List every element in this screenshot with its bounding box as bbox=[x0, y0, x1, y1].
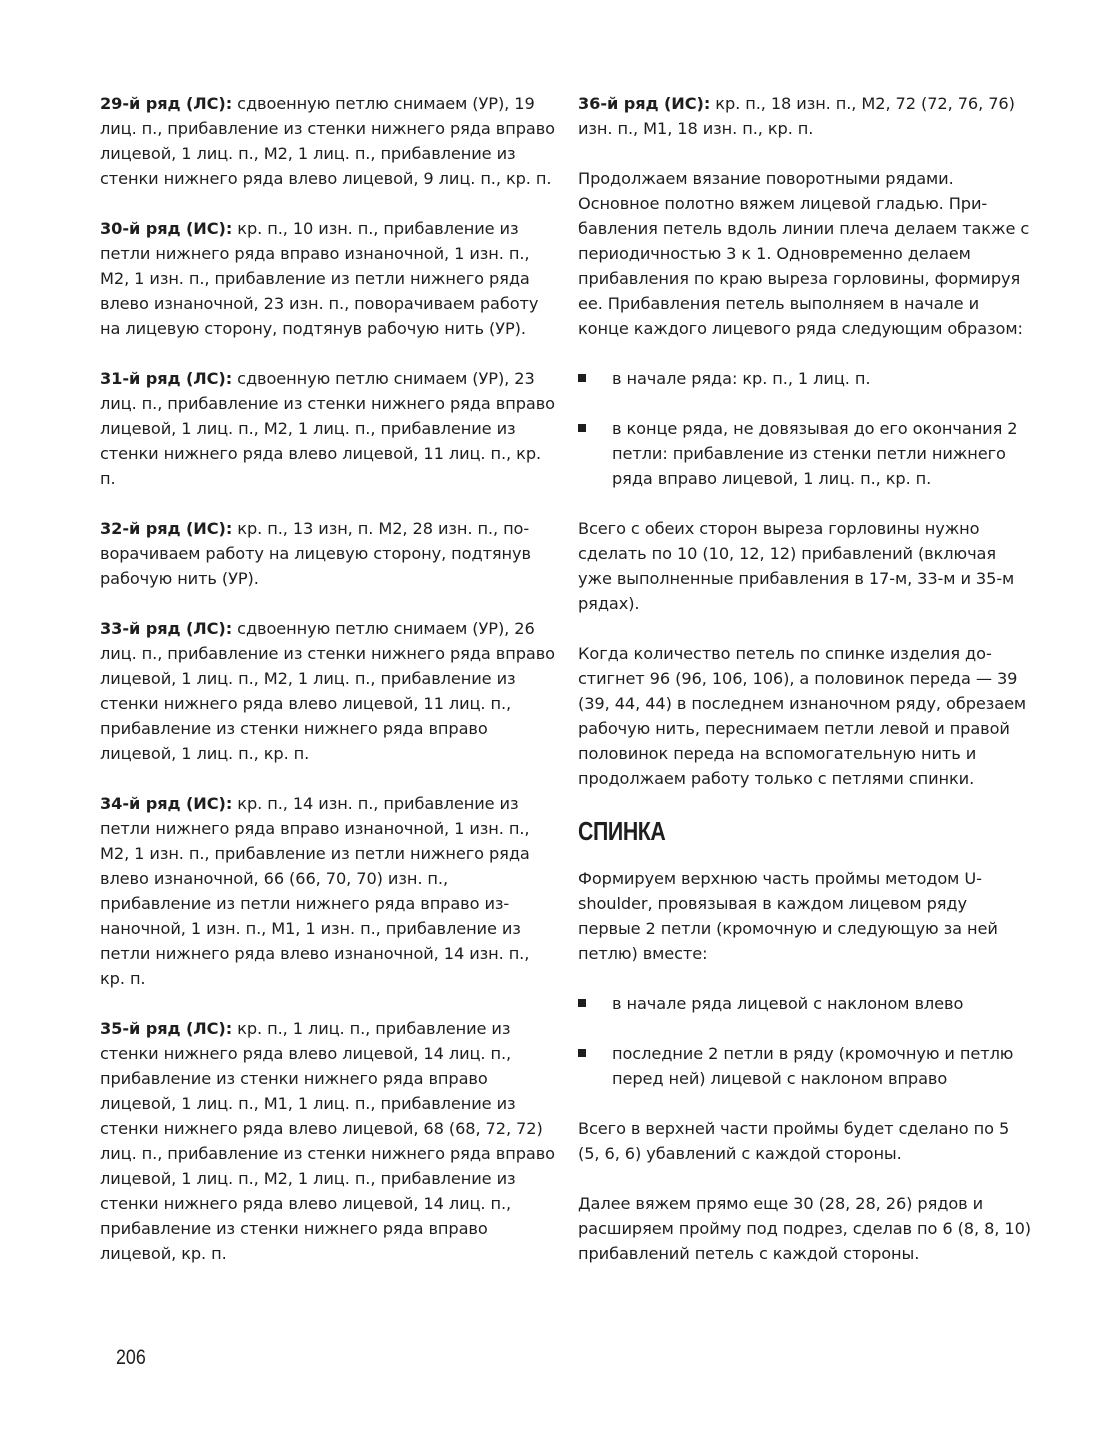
list-item-text: последние 2 петли в ряду (кромочную и петлю перед ней) лицевой с наклоном вправо bbox=[612, 1044, 1014, 1088]
row-29-label: 29-й ряд (ЛС): bbox=[100, 94, 233, 113]
intro-paragraph: Продолжаем вязание поворотными рядами. Основное полотно вяжем лицевой гладью. Прибавления петель вдоль линии плеча делаем также с периодичностью 3 к 1. Одновременно делаем прибавления по краю выреза горловины, формируя ее. Прибавления петель выполняем в начале и конце каждого лицевого ряда следующим образом: bbox=[578, 169, 1030, 338]
back-intro-paragraph: Формируем верхнюю часть проймы методом U-shoulder, провязывая в каждом лицевом ряду первые 2 петли (кромочную и следующую за ней петлю) вместе: bbox=[578, 869, 998, 963]
neck-increase-list bbox=[578, 366, 1033, 491]
row-33-text: сдвоенную петлю снимаем (УР), 26 лиц. п., прибавление из стенки нижнего ряда вправо лицевой, 1 лиц. п., М2, 1 лиц. п., прибавление из стенки нижнего ряда влево лицевой, 11 лиц. п., прибавление из стенки нижнего ряда вправо лицевой, 1 лиц. п., кр. п. bbox=[100, 619, 555, 763]
list-item-text: в начале ряда лицевой с наклоном влево bbox=[612, 994, 964, 1013]
row-29-paragraph bbox=[100, 91, 558, 191]
row-35-text: кр. п., 1 лиц. п., прибавление из стенки нижнего ряда влево лицевой, 14 лиц. п., прибавление из стенки нижнего ряда вправо лицевой, 1 лиц. п., М1, 1 лиц. п., прибавление из стенки нижнего ряда влево лицевой, 68 (68, 72, 72) лиц. п., прибавление из стенки нижнего ряда вправо лицевой, 1 лиц. п., М2, 1 лиц. п., прибавление из стенки нижнего ряда влево лицевой, 14 лиц. п., прибавление из стенки нижнего ряда вправо лицевой, кр. п. bbox=[100, 1019, 555, 1263]
row-35-label: 35-й ряд (ЛС): bbox=[100, 1019, 233, 1038]
square-bullet-icon bbox=[578, 424, 586, 432]
row-32-text: кр. п., 13 изн, п. М2, 28 изн. п., поворачиваем работу на лицевую сторону, подтянув рабочую нить (УР). bbox=[100, 519, 531, 588]
row-31-text: сдвоенную петлю снимаем (УР), 23 лиц. п., прибавление из стенки нижнего ряда вправо лицевой, 1 лиц. п., М2, 1 лиц. п., прибавление из стенки нижнего ряда влево лицевой, 11 лиц. п., кр. п. bbox=[100, 369, 555, 488]
page-number: 206 bbox=[116, 1346, 146, 1369]
right-column bbox=[578, 91, 1033, 1291]
square-bullet-icon bbox=[578, 999, 586, 1007]
row-34-text: кр. п., 14 изн. п., прибавление из петли нижнего ряда вправо изнаночной, 1 изн. п., М2, 1 изн. п., прибавление из петли нижнего ряда влево изнаночной, 66 (66, 70, 70) изн. п., прибавление из петли нижнего ряда вправо изнаночной, 1 изн. п., М1, 1 изн. п., прибавление из петли нижнего ряда влево изнаночной, 14 изн. п., кр. п. bbox=[100, 794, 530, 988]
row-30-label: 30-й ряд (ИС): bbox=[100, 219, 233, 238]
square-bullet-icon bbox=[578, 374, 586, 382]
armhole-total-paragraph: Всего в верхней части проймы будет сделано по 5 (5, 6, 6) убавлений с каждой стороны. bbox=[578, 1119, 1010, 1163]
row-31-paragraph bbox=[100, 366, 558, 491]
further-paragraph: Далее вяжем прямо еще 30 (28, 28, 26) рядов и расширяем пройму под подрез, сделав по 6 (8, 8, 10) прибавлений петель с каждой стороны. bbox=[578, 1194, 1032, 1263]
square-bullet-icon bbox=[578, 1049, 586, 1057]
row-36-paragraph bbox=[578, 91, 1033, 141]
stitch-count-paragraph: Когда количество петель по спинке изделия достигнет 96 (96, 106, 106), а половинок переда — 39 (39, 44, 44) в последнем изнаночном ряду, обрезаем рабочую нить, переснимаем петли левой и правой половинок переда на вспомогательную нить и продолжаем работу только с петлями спинки. bbox=[578, 644, 1027, 788]
list-item-text: в начале ряда: кр. п., 1 лиц. п. bbox=[612, 369, 871, 388]
list-item bbox=[578, 991, 1033, 1016]
row-32-label: 32-й ряд (ИС): bbox=[100, 519, 233, 538]
row-29-text: сдвоенную петлю снимаем (УР), 19 лиц. п., прибавление из стенки нижнего ряда вправо лицевой, 1 лиц. п., М2, 1 лиц. п., прибавление из стенки нижнего ряда влево лицевой, 9 лиц. п., кр. п. bbox=[100, 94, 555, 188]
left-column bbox=[100, 91, 558, 1291]
row-30-text: кр. п., 10 изн. п., прибавление из петли нижнего ряда вправо изнаночной, 1 изн. п., М2, 1 изн. п., прибавление из петли нижнего ряда влево изнаночной, 23 изн. п., поворачиваем работу на лицевую сторону, подтянув рабочую нить (УР). bbox=[100, 219, 539, 338]
list-item-text: в конце ряда, не довязывая до его окончания 2 петли: прибавление из стенки петли нижнего ряда вправо лицевой, 1 лиц. п., кр. п. bbox=[612, 419, 1018, 488]
row-33-paragraph bbox=[100, 616, 558, 766]
row-36-text: кр. п., 18 изн. п., М2, 72 (72, 76, 76) изн. п., М1, 18 изн. п., кр. п. bbox=[578, 94, 1015, 138]
row-35-paragraph bbox=[100, 1016, 558, 1266]
row-34-label: 34-й ряд (ИС): bbox=[100, 794, 233, 813]
row-34-paragraph bbox=[100, 791, 558, 991]
row-31-label: 31-й ряд (ЛС): bbox=[100, 369, 233, 388]
row-36-label: 36-й ряд (ИС): bbox=[578, 94, 711, 113]
armhole-decrease-list bbox=[578, 991, 1033, 1091]
section-heading: СПИНКА bbox=[578, 816, 666, 846]
row-33-label: 33-й ряд (ЛС): bbox=[100, 619, 233, 638]
list-item bbox=[578, 1041, 1033, 1091]
list-item bbox=[578, 416, 1033, 491]
list-item bbox=[578, 366, 1033, 391]
row-32-paragraph bbox=[100, 516, 558, 591]
neck-total-paragraph: Всего с обеих сторон выреза горловины нужно сделать по 10 (10, 12, 12) прибавлений (включая уже выполненные прибавления в 17-м, 33-м и 35-м рядах). bbox=[578, 519, 1015, 613]
row-30-paragraph bbox=[100, 216, 558, 341]
